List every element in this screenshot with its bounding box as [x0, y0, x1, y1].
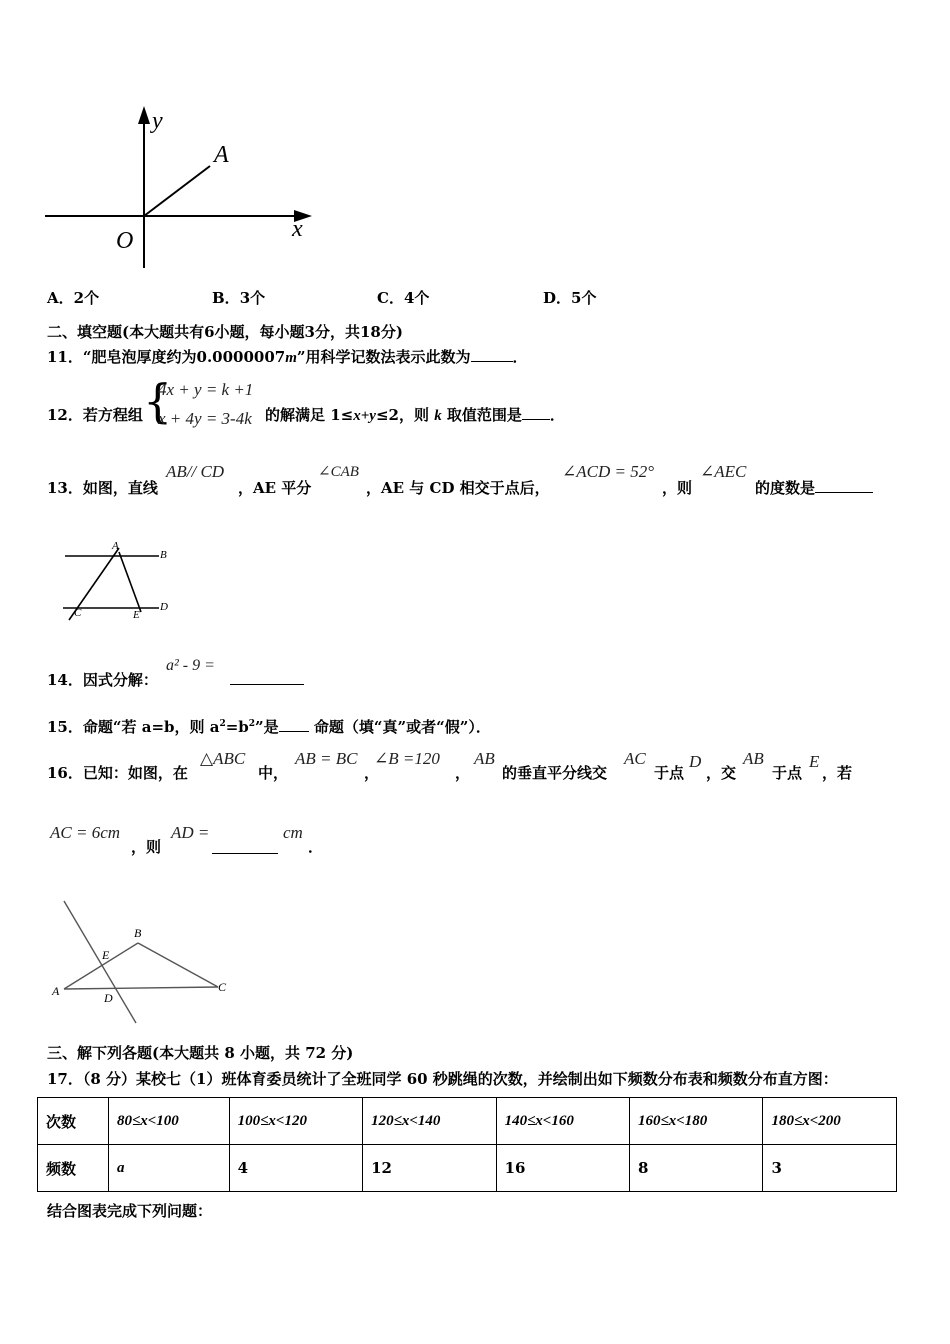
- q14-expression: a² - 9 =: [166, 657, 215, 674]
- axes-figure: [40, 100, 330, 280]
- table-cell-frequency: 8: [630, 1145, 763, 1192]
- q16-math-e: E: [809, 752, 820, 771]
- table-cell-frequency: 16: [496, 1145, 629, 1192]
- table-cell-frequency: 4: [229, 1145, 362, 1192]
- frequency-table: [37, 1097, 897, 1192]
- section2-heading: 二、填空题(本大题共有6小题，每小题3分，共18分): [47, 323, 403, 341]
- question-16-num: 16．已知：如图，在: [47, 764, 188, 782]
- x-axis-label: x: [292, 216, 303, 242]
- answer-blank-12[interactable]: [522, 405, 550, 420]
- section3-heading: 三、解下列各题(本大题共 8 小题，共 72 分): [47, 1044, 354, 1062]
- triangle-figure: [50, 895, 250, 1025]
- q13-math-angle-aec: ∠AEC: [700, 462, 747, 481]
- q16-math-ab: AB: [474, 749, 495, 768]
- question-12-prefix: 12．若方程组: [47, 406, 143, 424]
- q16-math-ad: AD =: [171, 823, 210, 842]
- side-bc: [138, 943, 218, 987]
- q17-footer: 结合图表完成下列问题：: [47, 1202, 213, 1220]
- q16-math-ab-bc: AB = BC: [295, 749, 358, 768]
- fig16-label-e: E: [102, 948, 110, 962]
- q16-end: ．: [308, 838, 324, 856]
- option-a[interactable]: A．2个: [47, 289, 100, 307]
- table-cell-frequency: a: [109, 1145, 230, 1192]
- q16-math-cm: cm: [283, 823, 303, 842]
- question-12-condition: 的解满足 1≤x+y≤2，则 k 取值范围是 ．: [265, 406, 565, 424]
- q13-math-parallel: AB// CD: [166, 462, 225, 481]
- question-13-num: 13．如图，直线: [47, 479, 158, 497]
- q16-text-4: 的垂直平分线交: [502, 764, 608, 782]
- question-11: 11．“肥皂泡厚度约为0.0000007m”用科学记数法表示此数为 ．: [47, 348, 528, 366]
- fig13-label-e: E: [133, 609, 140, 621]
- table-cell-range: 100≤x<120: [229, 1098, 362, 1145]
- origin-label: O: [116, 228, 134, 254]
- q16-text-2: ，: [364, 764, 380, 782]
- q16-text-3: ，: [455, 764, 471, 782]
- answer-blank-16[interactable]: [212, 839, 278, 854]
- q16-text-9: ，则: [131, 838, 162, 856]
- fig13-label-c: C: [74, 607, 82, 619]
- answer-blank-13[interactable]: [815, 478, 873, 493]
- table-cell-range: 120≤x<140: [363, 1098, 496, 1145]
- q16-text-1: 中，: [258, 764, 289, 782]
- q13-text-1: ，AE 平分: [238, 479, 312, 497]
- table-cell-range: 160≤x<180: [630, 1098, 763, 1145]
- q13-math-angle-acd: ∠ACD = 52°: [562, 462, 655, 481]
- table-cell-frequency: 12: [363, 1145, 496, 1192]
- option-d[interactable]: D．5个: [543, 289, 597, 307]
- answer-blank-15[interactable]: [279, 717, 309, 732]
- q16-math-ac-6: AC = 6cm: [50, 823, 121, 842]
- q16-math-d: D: [689, 752, 702, 771]
- fig16-label-a: A: [52, 984, 60, 998]
- q16-math-ab-2: AB: [743, 749, 764, 768]
- fig16-label-b: B: [134, 926, 142, 940]
- fig16-label-c: C: [218, 980, 227, 994]
- line-ae: [119, 552, 141, 612]
- table-cell-range: 140≤x<160: [496, 1098, 629, 1145]
- answer-blank-14[interactable]: [230, 670, 304, 685]
- table-cell-range: 80≤x<100: [109, 1098, 230, 1145]
- q16-math-angle-b: ∠B =120: [374, 749, 440, 768]
- equation-2: x + 4y = 3-4k: [158, 409, 252, 428]
- q16-text-7: 于点: [772, 764, 803, 782]
- perpendicular-bisector: [64, 901, 136, 1023]
- table-row-frequencies: [38, 1145, 897, 1192]
- fig13-label-b: B: [160, 549, 167, 561]
- system-brace: {: [143, 374, 173, 428]
- q13-text-2: ，AE 与 CD 相交于点后，: [366, 479, 550, 497]
- q13-text-4: 的度数是: [755, 477, 873, 498]
- fig16-label-d: D: [104, 991, 113, 1005]
- question-14: 14．因式分解：: [47, 671, 158, 689]
- q16-text-8: ，若: [822, 764, 853, 782]
- table-cell-frequency: 3: [763, 1145, 897, 1192]
- ray-oa: [144, 166, 210, 216]
- side-ab: [64, 943, 138, 989]
- option-c[interactable]: C．4个: [377, 289, 430, 307]
- q13-text-3: ，则: [662, 479, 693, 497]
- fig13-label-a: A: [112, 540, 119, 552]
- table-cell-range: 180≤x<200: [763, 1098, 897, 1145]
- equation-1: 4x + y = k +1: [158, 380, 254, 399]
- option-b[interactable]: B．3个: [212, 289, 266, 307]
- point-a-label: A: [214, 142, 229, 168]
- q13-math-angle-cab: ∠CAB: [318, 464, 359, 480]
- table-row-ranges: [38, 1098, 897, 1145]
- q16-text-6: ，交: [706, 764, 737, 782]
- q16-text-5: 于点: [654, 764, 685, 782]
- answer-blank-11[interactable]: [471, 347, 513, 362]
- y-axis-arrow: [138, 106, 150, 124]
- side-ac: [64, 987, 218, 989]
- y-axis-label: y: [152, 108, 163, 134]
- table-header-count: 次数: [38, 1098, 109, 1145]
- question-17: 17．（8 分）某校七（1）班体育委员统计了全班同学 60 秒跳绳的次数，并绘制出如下频数分布表和频数分布直方图：: [47, 1070, 838, 1088]
- q16-math-triangle: △ABC: [200, 749, 246, 768]
- table-header-frequency: 频数: [38, 1145, 109, 1192]
- q16-math-ac: AC: [624, 749, 646, 768]
- question-15: 15．命题“若 a=b，则 $a^2=b^2$”是 命题（填“真”或者“假”）．: [47, 718, 491, 736]
- fig13-label-d: D: [160, 601, 168, 613]
